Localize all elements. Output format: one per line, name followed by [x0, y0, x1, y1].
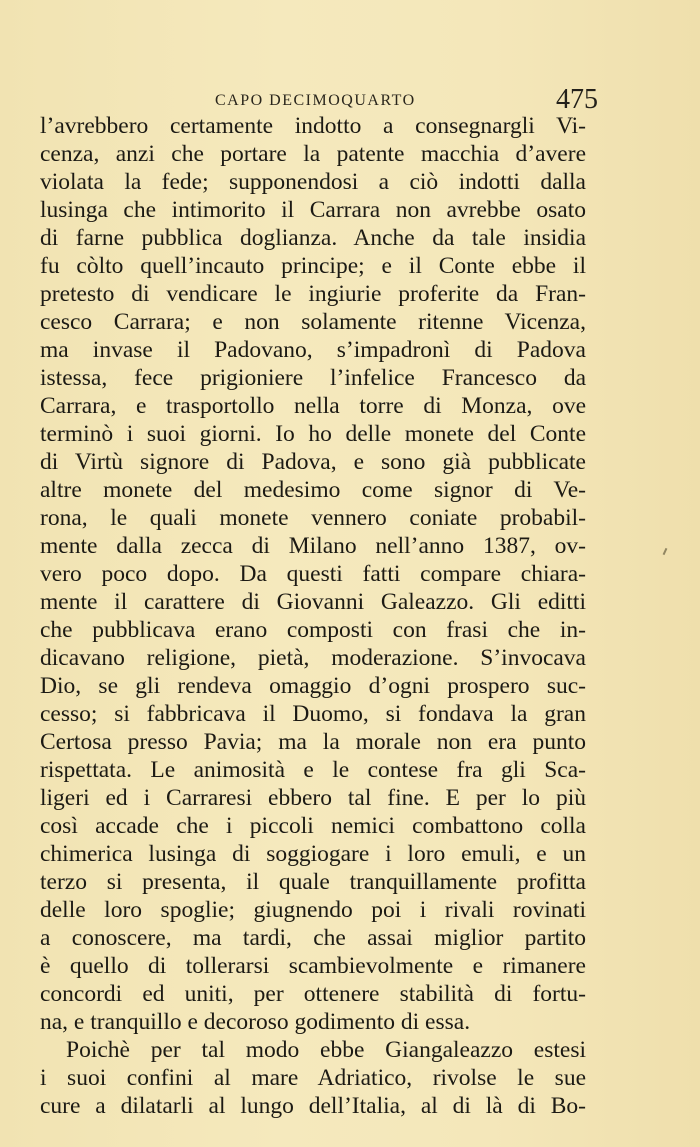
paragraph-start-line: Poichè per tal modo ebbe Giangaleazzo estesi: [66, 1037, 586, 1063]
text-line: Certosa presso Pavia; ma la morale non era punto: [40, 729, 586, 755]
text-line: rispettata. Le animosità e le contese fra gli Sca-: [40, 757, 586, 783]
text-line: a conoscere, ma tardi, che assai miglior partito: [40, 925, 586, 951]
text-line: è quello di tollerarsi scambievolmente e rimanere: [40, 953, 586, 979]
paragraph-end-line: na, e tranquillo e decoroso godimento di essa.: [40, 1009, 471, 1035]
text-line: lusinga che intimorito il Carrara non avrebbe osato: [40, 197, 586, 223]
text-line: violata la fede; supponendosi a ciò indotti dalla: [40, 169, 586, 195]
text-line: di farne pubblica doglianza. Anche da tale insidia: [40, 225, 586, 251]
text-line: cure a dilatarli al lungo dell’Italia, al di là di Bo-: [40, 1093, 586, 1119]
text-line: dicavano religione, pietà, moderazione. S’invocava: [40, 645, 586, 671]
text-line: mente dalla zecca di Milano nell’anno 1387, ov-: [40, 533, 586, 559]
text-line: terminò i suoi giorni. Io ho delle monete del Conte: [40, 421, 586, 447]
text-line: Dio, se gli rendeva omaggio d’ogni prospero suc-: [40, 673, 586, 699]
text-line: cesso; si fabbricava il Duomo, si fondava la gran: [40, 701, 586, 727]
text-line: rona, le quali monete vennero coniate probabil-: [40, 505, 586, 531]
text-line: di Virtù signore di Padova, e sono già pubblicate: [40, 449, 586, 475]
text-line: pretesto di vendicare le ingiurie proferite da Fran-: [40, 281, 586, 307]
text-line: cenza, anzi che portare la patente macchia d’avere: [40, 141, 586, 167]
text-line: che pubblicava erano composti con frasi che in-: [40, 617, 586, 643]
text-line: l’avrebbero certamente indotto a consegnargli Vi-: [40, 113, 586, 139]
text-line: altre monete del medesimo come signor di Ve-: [40, 477, 586, 503]
text-line: così accade che i piccoli nemici combattono colla: [40, 813, 586, 839]
paper-speck: [663, 548, 668, 555]
running-head: CAPO DECIMOQUARTO: [215, 92, 416, 109]
text-line: delle loro spoglie; giugnendo poi i rivali rovinati: [40, 897, 586, 923]
text-line: Carrara, e trasportollo nella torre di Monza, ove: [40, 393, 586, 419]
body-text: [40, 112, 586, 1120]
text-line: vero poco dopo. Da questi fatti compare chiara-: [40, 561, 586, 587]
text-line: concordi ed uniti, per ottenere stabilità di fortu-: [40, 981, 586, 1007]
text-line: cesco Carrara; e non solamente ritenne Vicenza,: [40, 309, 586, 335]
page-number: 475: [556, 84, 598, 115]
text-line: i suoi confini al mare Adriatico, rivolse le sue: [40, 1065, 586, 1091]
text-line: istessa, fece prigioniere l’infelice Francesco da: [40, 365, 586, 391]
text-line: chimerica lusinga di soggiogare i loro emuli, e un: [40, 841, 586, 867]
text-line: terzo si presenta, il quale tranquillamente profitta: [40, 869, 586, 895]
text-line: ma invase il Padovano, s’impadronì di Padova: [40, 337, 586, 363]
text-line: fu còlto quell’incauto principe; e il Conte ebbe il: [40, 253, 586, 279]
text-line: ligeri ed i Carraresi ebbero tal fine. E per lo più: [40, 785, 586, 811]
text-line: mente il carattere di Giovanni Galeazzo. Gli editti: [40, 589, 586, 615]
